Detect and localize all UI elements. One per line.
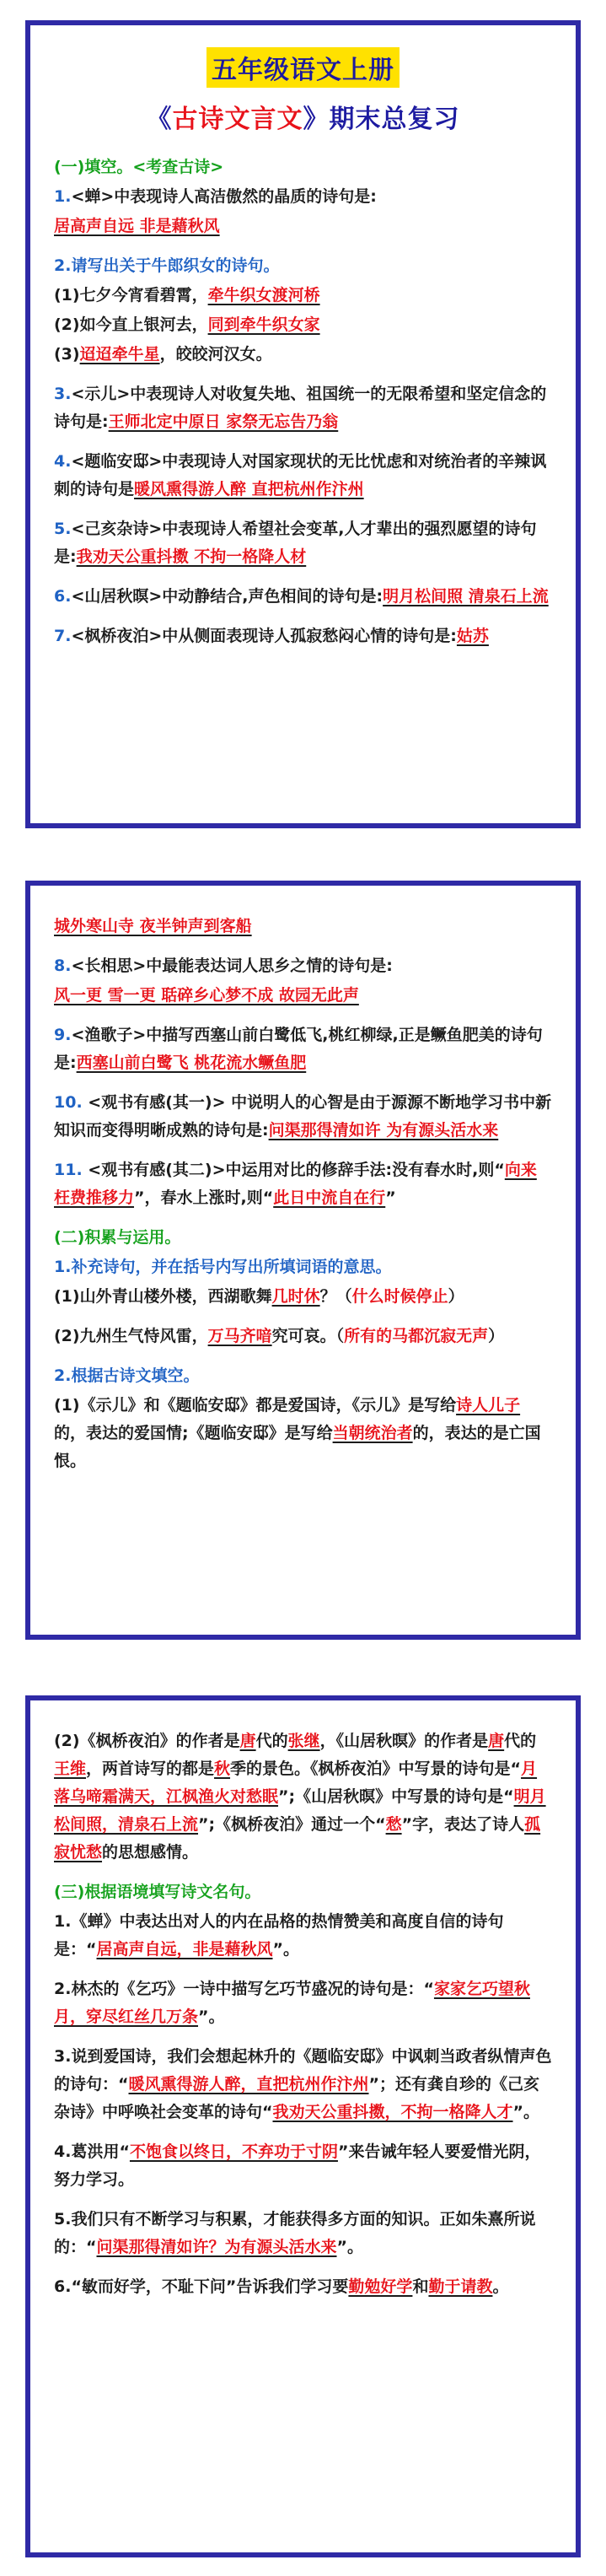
answer-7-continued: 城外寒山寺 夜半钟声到客船: [54, 917, 252, 935]
question-6: 6.<山居秋暝>中动静结合,声色相间的诗句是:明月松间照 清泉石上流: [54, 587, 549, 606]
context-item-2: 2.林杰的《乞巧》一诗中描写乞巧节盛况的诗句是：“家家乞巧望秋月，穿尽红丝几万条”。: [54, 1980, 530, 2026]
page-subtitle: 《古诗文言文》期末总复习: [146, 105, 460, 134]
question-11: 11. <观书有感(其二)>中运用对比的修辞手法:没有春水时,则“向来枉费推移力”，春水上涨时,则“此日中流自在行”: [54, 1161, 537, 1207]
page-title: 五年级语文上册: [206, 47, 400, 88]
question-4: 4.<题临安邸>中表现诗人对国家现状的无比忧虑和对统治者的辛辣讽刺的诗句是暖风熏得游人醉 直把杭州作汴州: [54, 452, 547, 498]
question-7: 7.<枫桥夜泊>中从侧面表现诗人孤寂愁闷心情的诗句是:姑苏: [54, 627, 489, 645]
subsection-1-heading: 1.补充诗句，并在括号内写出所填词语的意思。: [54, 1258, 392, 1276]
context-item-3: 3.说到爱国诗，我们会想起林升的《题临安邸》中讽刺当政者纵情声色的诗句：“暖风熏得游人醉，直把杭州作汴州”；还有龚自珍的《己亥杂诗》中呼唤社会变革的诗句“我劝天公重抖擞，不拘一格降人才”。: [54, 2047, 552, 2121]
review-card-2: [25, 881, 581, 1640]
context-item-4: 4.葛洪用“不饱食以终日，不弃功于寸阴”来告诫年轻人要爱惜光阴，努力学习。: [54, 2142, 541, 2189]
context-item-5: 5.我们只有不断学习与积累，才能获得多方面的知识。正如朱熹所说的：“问渠那得清如许？为有源头活水来”。: [54, 2210, 536, 2256]
subsection-2-heading: 2.根据古诗文填空。: [54, 1366, 200, 1385]
question-2: 2.请写出关于牛郎织女的诗句。: [54, 256, 280, 275]
answer-8: 风一更 雪一更 聒碎乡心梦不成 故园无此声: [54, 986, 359, 1005]
question-5: 5.<己亥杂诗>中表现诗人希望社会变革,人才辈出的强烈愿望的诗句是:我劝天公重抖擞 不拘一格降人材: [54, 520, 537, 566]
subsection-1-item-1: (1)山外青山楼外楼，西湖歌舞几时休？（什么时候停止）: [54, 1287, 464, 1306]
context-item-6: 6.“敏而好学，不耻下问”告诉我们学习要勤勉好学和勤于请教。: [54, 2277, 509, 2296]
title-block: [54, 47, 552, 135]
section-heading-accumulate: (二)积累与运用。: [54, 1228, 181, 1247]
question-2-2: (2)如今直上银河去，同到牵牛织女家: [54, 315, 320, 334]
answer-1: 居高声自远 非是藉秋风: [54, 217, 220, 235]
section-heading-context: (三)根据语境填写诗文名句。: [54, 1883, 261, 1901]
context-item-1: 1.《蝉》中表达出对人的内在品格的热情赞美和高度自信的诗句是：“居高声自远，非是藉秋风”。: [54, 1912, 504, 1959]
question-3: 3.<示儿>中表现诗人对收复失地、祖国统一的无限希望和坚定信念的诗句是:王师北定中原日 家祭无忘告乃翁: [54, 385, 547, 431]
section-heading-fill: (一)填空。<考查古诗>: [54, 158, 224, 176]
subsection-1-item-2: (2)九州生气恃风雷，万马齐喑究可哀。（所有的马都沉寂无声）: [54, 1327, 505, 1345]
question-2-1: (1)七夕今宵看碧霄，牵牛织女渡河桥: [54, 286, 320, 304]
subsection-2-item-2: (2)《枫桥夜泊》的作者是唐代的张继，《山居秋暝》的作者是唐代的王维，两首诗写的都是秋季的景色。《枫桥夜泊》中写景的诗句是“月落乌啼霜满天，江枫渔火对愁眠”;《山居秋暝》中写景的诗句是“明月松间照，清泉石上流”;《枫桥夜泊》通过一个“愁”字，表达了诗人孤寂忧愁的思想感情。: [54, 1732, 546, 1862]
question-10: 10. <观书有感(其一)> 中说明人的心智是由于源源不断地学习书中新知识而变得明晰成熟的诗句是:问渠那得清如许 为有源头活水来: [54, 1093, 552, 1140]
question-2-3: (3)迢迢牵牛星，皎皎河汉女。: [54, 345, 272, 364]
question-8: 8.<长相思>中最能表达词人思乡之情的诗句是:: [54, 957, 393, 975]
review-card-1: [25, 20, 581, 828]
question-1: 1.<蝉>中表现诗人高洁傲然的晶质的诗句是:: [54, 187, 377, 206]
review-card-3: [25, 1695, 581, 2557]
subsection-2-item-1: (1)《示儿》和《题临安邸》都是爱国诗，《示儿》是写给诗人儿子的，表达的爱国情;《题临安邸》是写给当朝统治者的，表达的是亡国恨。: [54, 1396, 541, 1470]
question-9: 9.<渔歌子>中描写西塞山前白鹭低飞,桃红柳绿,正是鳜鱼肥美的诗句是:西塞山前白鹭飞 桃花流水鳜鱼肥: [54, 1026, 543, 1072]
